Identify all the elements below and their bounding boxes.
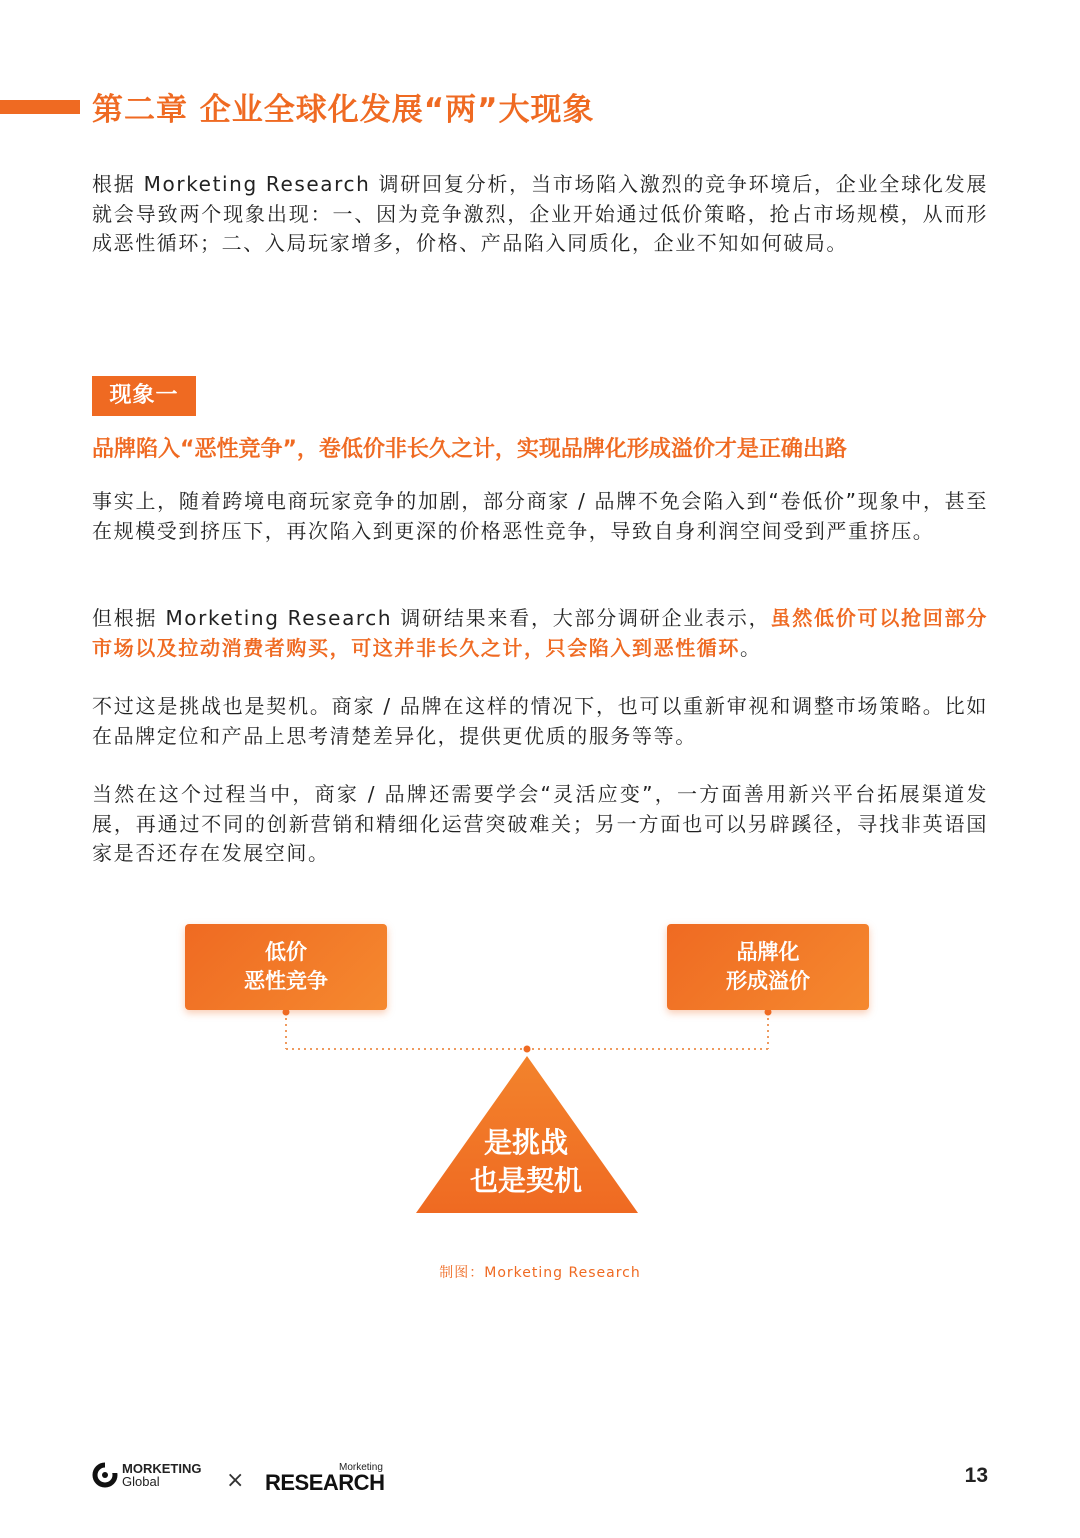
body-paragraph-3: 不过这是挑战也是契机。商家 / 品牌在这样的情况下，也可以重新审视和调整市场策略。比如在品牌定位和产品上思考清楚差异化，提供更优质的服务等等。 <box>92 694 988 748</box>
triangle-label <box>412 1124 640 1200</box>
paragraph-2-text: 但根据 Morketing Research 调研结果来看，大部分调研企业表示， <box>92 606 771 630</box>
low-price-line2: 恶性竞争 <box>244 969 328 993</box>
center-dot <box>524 1046 531 1053</box>
phenomenon-headline: 品牌陷入“恶性竞争”，卷低价非长久之计，实现品牌化形成溢价才是正确出路 <box>92 437 847 462</box>
low-price-box <box>185 924 387 1010</box>
logo2-word: RESEARCH <box>265 1470 385 1495</box>
page-number: 13 <box>964 1464 988 1487</box>
morketing-logo-icon <box>92 1462 118 1488</box>
logo-separator: × <box>226 1468 245 1493</box>
paragraph-2-highlight: 虽然低价可以抢回部分市场以及拉动消费者购买，可这并非长久之计，只会陷入到恶性循环 <box>92 606 989 660</box>
logo1-word: MORKETING <box>122 1461 202 1476</box>
paragraph-2-end: 。 <box>740 635 762 660</box>
phenomenon-badge: 现象一 <box>92 376 196 416</box>
triangle-line1: 是挑战 <box>483 1126 568 1159</box>
chapter-title: 第二章 企业全球化发展“两”大现象 <box>92 92 595 128</box>
logo1-sub: Global <box>122 1474 160 1489</box>
triangle-line2: 也是契机 <box>469 1164 582 1197</box>
intro-paragraph: 根据 Morketing Research 调研回复分析，当市场陷入激烈的竞争环境后，企业全球化发展就会导致两个现象出现：一、因为竞争激烈，企业开始通过低价策略，抢占市场规模，从而形成恶性循环；二、入局玩家增多，价格、产品陷入同质化，企业不知如何破局。 <box>92 172 988 255</box>
branding-line1: 品牌化 <box>736 940 800 964</box>
branding-line2: 形成溢价 <box>726 969 810 993</box>
low-price-line1: 低价 <box>265 940 307 964</box>
logo2-small: Morketing <box>339 1462 383 1473</box>
body-paragraph-4: 当然在这个过程当中，商家 / 品牌还需要学会“灵活应变”，一方面善用新兴平台拓展渠道发展，再通过不同的创新营销和精细化运营突破难关；另一方面也可以另辟蹊径，寻找非英语国家是否还存在发展空间。 <box>92 782 988 865</box>
morketing-global-logo <box>92 1462 201 1488</box>
diagram-caption: 制图：Morketing Research <box>439 1265 641 1281</box>
body-paragraph-1: 事实上，随着跨境电商玩家竞争的加剧，部分商家 / 品牌不免会陷入到“卷低价”现象中，甚至在规模受到挤压下，再次陷入到更深的价格恶性竞争，导致自身利润空间受到严重挤压。 <box>92 489 988 543</box>
branding-box <box>667 924 869 1010</box>
